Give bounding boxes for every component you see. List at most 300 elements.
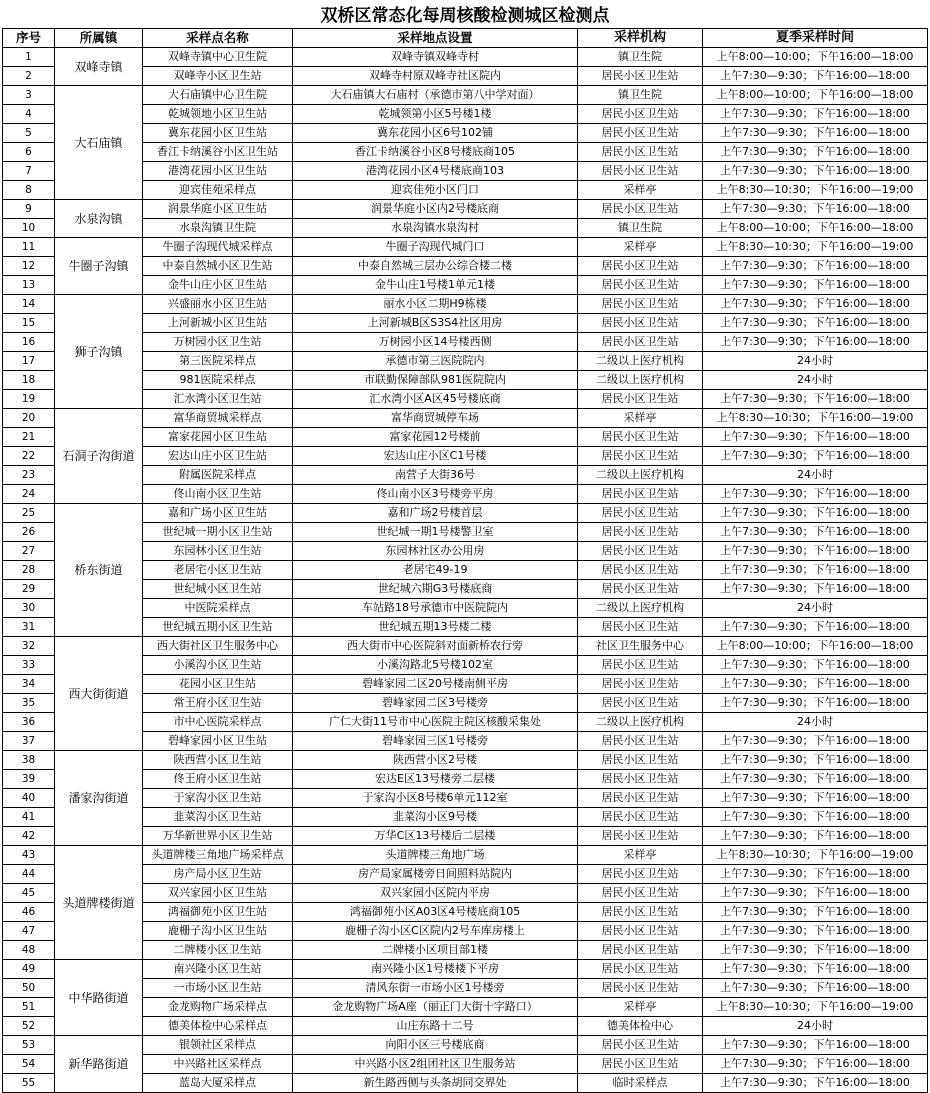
cell-site-name: 附属医院采样点 [143, 466, 293, 485]
cell-agency: 居民小区卫生站 [578, 1036, 703, 1055]
cell-site-name: 港湾花园小区卫生站 [143, 162, 293, 181]
table-row [3, 1036, 928, 1055]
cell-location: 双兴家园小区院内平房 [293, 884, 578, 903]
cell-agency: 二级以上医疗机构 [578, 466, 703, 485]
cell-index: 17 [3, 352, 55, 371]
cell-hours: 上午7:30—9:30；下午16:00—18:00 [703, 295, 928, 314]
cell-site-name: 中兴路社区采样点 [143, 1055, 293, 1074]
cell-location: 于家沟小区8号楼6单元112室 [293, 789, 578, 808]
cell-hours: 上午7:30—9:30；下午16:00—18:00 [703, 485, 928, 504]
cell-index: 16 [3, 333, 55, 352]
cell-location: 鸿福御苑小区A03区4号楼底商105 [293, 903, 578, 922]
cell-agency: 居民小区卫生站 [578, 580, 703, 599]
table-row [3, 751, 928, 770]
cell-hours: 上午8:30—10:30；下午16:00—19:00 [703, 409, 928, 428]
table-row [3, 504, 928, 523]
cell-index: 18 [3, 371, 55, 390]
cell-index: 37 [3, 732, 55, 751]
cell-index: 7 [3, 162, 55, 181]
cell-hours: 上午7:30—9:30；下午16:00—18:00 [703, 523, 928, 542]
cell-location: 东园林社区办公用房 [293, 542, 578, 561]
cell-site-name: 富家花园小区卫生站 [143, 428, 293, 447]
cell-location: 万树园小区14号楼西侧 [293, 333, 578, 352]
cell-site-name: 陕西营小区卫生站 [143, 751, 293, 770]
cell-town: 潘家沟街道 [55, 751, 143, 846]
cell-town: 头道牌楼街道 [55, 846, 143, 960]
cell-location: 头道牌楼三角地广场 [293, 846, 578, 865]
cell-site-name: 金牛山庄小区卫生站 [143, 276, 293, 295]
cell-agency: 采样亭 [578, 181, 703, 200]
cell-index: 39 [3, 770, 55, 789]
cell-index: 12 [3, 257, 55, 276]
cell-hours: 上午7:30—9:30；下午16:00—18:00 [703, 143, 928, 162]
cell-location: 广仁大街11号市中心医院主院区核酸采集处 [293, 713, 578, 732]
cell-agency: 居民小区卫生站 [578, 903, 703, 922]
cell-location: 迎宾佳苑小区门口 [293, 181, 578, 200]
cell-site-name: 西大街社区卫生服务中心 [143, 637, 293, 656]
cell-hours: 上午7:30—9:30；下午16:00—18:00 [703, 200, 928, 219]
cell-index: 9 [3, 200, 55, 219]
cell-site-name: 牛圈子沟现代城采样点 [143, 238, 293, 257]
cell-hours: 上午8:30—10:30；下午16:00—19:00 [703, 181, 928, 200]
cell-agency: 采样亭 [578, 846, 703, 865]
header-agency: 采样机构 [578, 29, 703, 48]
cell-hours: 上午8:30—10:30；下午16:00—19:00 [703, 238, 928, 257]
cell-site-name: 二牌楼小区卫生站 [143, 941, 293, 960]
cell-site-name: 冀东花园小区卫生站 [143, 124, 293, 143]
cell-site-name: 中泰自然城小区卫生站 [143, 257, 293, 276]
cell-agency: 居民小区卫生站 [578, 694, 703, 713]
cell-location: 双峰寺村原双峰寺社区院内 [293, 67, 578, 86]
cell-site-name: 嘉和广场小区卫生站 [143, 504, 293, 523]
table-row [3, 960, 928, 979]
cell-index: 26 [3, 523, 55, 542]
cell-hours: 上午8:00—10:00；下午16:00—18:00 [703, 637, 928, 656]
cell-hours: 上午7:30—9:30；下午16:00—18:00 [703, 751, 928, 770]
cell-agency: 居民小区卫生站 [578, 827, 703, 846]
cell-agency: 居民小区卫生站 [578, 618, 703, 637]
cell-hours: 上午7:30—9:30；下午16:00—18:00 [703, 827, 928, 846]
cell-site-name: 上河新城小区卫生站 [143, 314, 293, 333]
cell-hours: 上午7:30—9:30；下午16:00—18:00 [703, 162, 928, 181]
cell-location: 清风东街一市场小区1号楼旁 [293, 979, 578, 998]
cell-site-name: 世纪城五期小区卫生站 [143, 618, 293, 637]
cell-location: 老居宅49-19 [293, 561, 578, 580]
table-row [3, 238, 928, 257]
cell-index: 8 [3, 181, 55, 200]
header-summer-hours: 夏季采样时间 [703, 29, 928, 48]
cell-hours: 上午7:30—9:30；下午16:00—18:00 [703, 333, 928, 352]
cell-hours: 上午8:00—10:00；下午16:00—18:00 [703, 86, 928, 105]
cell-location: 承德市第三医院院内 [293, 352, 578, 371]
cell-location: 中兴路小区2组团社区卫生服务站 [293, 1055, 578, 1074]
cell-agency: 二级以上医疗机构 [578, 599, 703, 618]
cell-index: 34 [3, 675, 55, 694]
cell-location: 山庄东路十二号 [293, 1017, 578, 1036]
cell-location: 汇水湾小区A区45号楼底商 [293, 390, 578, 409]
cell-site-name: 佟山南小区卫生站 [143, 485, 293, 504]
cell-hours: 上午7:30—9:30；下午16:00—18:00 [703, 675, 928, 694]
cell-index: 5 [3, 124, 55, 143]
cell-location: 大石庙镇大石庙村（承德市第八中学对面） [293, 86, 578, 105]
cell-site-name: 富华商贸城采样点 [143, 409, 293, 428]
cell-hours: 24小时 [703, 352, 928, 371]
cell-site-name: 鹿栅子沟小区卫生站 [143, 922, 293, 941]
cell-site-name: 乾城领地小区卫生站 [143, 105, 293, 124]
cell-index: 15 [3, 314, 55, 333]
cell-index: 50 [3, 979, 55, 998]
cell-location: 冀东花园小区6号102铺 [293, 124, 578, 143]
header-location: 采样地点设置 [293, 29, 578, 48]
cell-hours: 上午7:30—9:30；下午16:00—18:00 [703, 390, 928, 409]
header-index: 序号 [3, 29, 55, 48]
cell-town: 大石庙镇 [55, 86, 143, 200]
cell-agency: 居民小区卫生站 [578, 675, 703, 694]
cell-hours: 24小时 [703, 1017, 928, 1036]
cell-location: 牛圈子沟现代城门口 [293, 238, 578, 257]
cell-location: 双峰寺镇双峰寺村 [293, 48, 578, 67]
cell-location: 乾城领第小区5号楼1楼 [293, 105, 578, 124]
cell-location: 房产局家属楼旁日间照料站院内 [293, 865, 578, 884]
cell-index: 19 [3, 390, 55, 409]
cell-hours: 上午7:30—9:30；下午16:00—18:00 [703, 694, 928, 713]
cell-index: 28 [3, 561, 55, 580]
cell-site-name: 宏达山庄小区卫生站 [143, 447, 293, 466]
cell-town: 新华路街道 [55, 1036, 143, 1093]
cell-town: 石洞子沟街道 [55, 409, 143, 504]
cell-site-name: 鸿福御苑小区卫生站 [143, 903, 293, 922]
testing-sites-table [2, 28, 928, 1093]
cell-site-name: 蓝岛大厦采样点 [143, 1074, 293, 1093]
cell-agency: 居民小区卫生站 [578, 979, 703, 998]
cell-site-name: 头道牌楼三角地广场采样点 [143, 846, 293, 865]
cell-agency: 居民小区卫生站 [578, 1055, 703, 1074]
cell-location: 碧峰家园二区20号楼南侧平房 [293, 675, 578, 694]
cell-index: 43 [3, 846, 55, 865]
cell-index: 31 [3, 618, 55, 637]
cell-index: 52 [3, 1017, 55, 1036]
cell-agency: 居民小区卫生站 [578, 561, 703, 580]
cell-site-name: 第三医院采样点 [143, 352, 293, 371]
header-site-name: 采样点名称 [143, 29, 293, 48]
cell-agency: 镇卫生院 [578, 219, 703, 238]
cell-agency: 居民小区卫生站 [578, 276, 703, 295]
cell-location: 鹿栅子沟小区C区院内2号车库房楼上 [293, 922, 578, 941]
cell-location: 富家花园12号楼前 [293, 428, 578, 447]
cell-agency: 居民小区卫生站 [578, 162, 703, 181]
cell-hours: 24小时 [703, 371, 928, 390]
cell-index: 38 [3, 751, 55, 770]
sheet-title: 双桥区常态化每周核酸检测城区检测点 [320, 6, 610, 26]
cell-location: 宏达E区13号楼旁二层楼 [293, 770, 578, 789]
cell-location: 南兴隆小区1号楼楼下平房 [293, 960, 578, 979]
cell-hours: 上午7:30—9:30；下午16:00—18:00 [703, 428, 928, 447]
cell-agency: 居民小区卫生站 [578, 770, 703, 789]
cell-site-name: 世纪城一期小区卫生站 [143, 523, 293, 542]
cell-index: 20 [3, 409, 55, 428]
cell-index: 55 [3, 1074, 55, 1093]
cell-agency: 居民小区卫生站 [578, 428, 703, 447]
cell-hours: 上午7:30—9:30；下午16:00—18:00 [703, 542, 928, 561]
cell-location: 世纪城六期G3号楼底商 [293, 580, 578, 599]
table-row [3, 86, 928, 105]
cell-location: 车站路18号承德市中医院院内 [293, 599, 578, 618]
cell-site-name: 香江卡纳溪谷小区卫生站 [143, 143, 293, 162]
cell-location: 香江卡纳溪谷小区8号楼底商105 [293, 143, 578, 162]
cell-town: 水泉沟镇 [55, 200, 143, 238]
cell-agency: 居民小区卫生站 [578, 124, 703, 143]
cell-index: 46 [3, 903, 55, 922]
cell-index: 30 [3, 599, 55, 618]
cell-hours: 上午7:30—9:30；下午16:00—18:00 [703, 1055, 928, 1074]
cell-site-name: 世纪城小区卫生站 [143, 580, 293, 599]
cell-site-name: 万树园小区卫生站 [143, 333, 293, 352]
cell-index: 49 [3, 960, 55, 979]
cell-agency: 二级以上医疗机构 [578, 371, 703, 390]
cell-index: 44 [3, 865, 55, 884]
cell-index: 23 [3, 466, 55, 485]
cell-index: 41 [3, 808, 55, 827]
cell-index: 6 [3, 143, 55, 162]
cell-hours: 上午7:30—9:30；下午16:00—18:00 [703, 618, 928, 637]
cell-site-name: 碧峰家园小区卫生站 [143, 732, 293, 751]
cell-agency: 居民小区卫生站 [578, 314, 703, 333]
cell-hours: 上午8:00—10:00；下午16:00—18:00 [703, 48, 928, 67]
cell-hours: 上午7:30—9:30；下午16:00—18:00 [703, 789, 928, 808]
cell-site-name: 中医院采样点 [143, 599, 293, 618]
cell-hours: 上午7:30—9:30；下午16:00—18:00 [703, 1036, 928, 1055]
table-row [3, 846, 928, 865]
cell-agency: 德美体检中心 [578, 1017, 703, 1036]
cell-agency: 临时采样点 [578, 1074, 703, 1093]
cell-town: 双峰寺镇 [55, 48, 143, 86]
cell-location: 小溪沟路北5号楼102室 [293, 656, 578, 675]
cell-site-name: 常王府小区卫生站 [143, 694, 293, 713]
cell-location: 碧峰家园三区1号楼旁 [293, 732, 578, 751]
cell-site-name: 润景华庭小区卫生站 [143, 200, 293, 219]
cell-site-name: 韭菜沟小区卫生站 [143, 808, 293, 827]
cell-site-name: 于家沟小区卫生站 [143, 789, 293, 808]
cell-agency: 居民小区卫生站 [578, 732, 703, 751]
cell-index: 3 [3, 86, 55, 105]
cell-index: 27 [3, 542, 55, 561]
cell-hours: 上午8:30—10:30；下午16:00—19:00 [703, 846, 928, 865]
table-row [3, 637, 928, 656]
cell-hours: 上午7:30—9:30；下午16:00—18:00 [703, 105, 928, 124]
table-row [3, 409, 928, 428]
cell-index: 25 [3, 504, 55, 523]
cell-agency: 居民小区卫生站 [578, 67, 703, 86]
cell-index: 54 [3, 1055, 55, 1074]
cell-site-name: 小溪沟小区卫生站 [143, 656, 293, 675]
cell-site-name: 981医院采样点 [143, 371, 293, 390]
cell-agency: 居民小区卫生站 [578, 789, 703, 808]
cell-site-name: 房产局小区卫生站 [143, 865, 293, 884]
cell-site-name: 汇水湾小区卫生站 [143, 390, 293, 409]
cell-site-name: 佟王府小区卫生站 [143, 770, 293, 789]
cell-agency: 采样亭 [578, 238, 703, 257]
cell-location: 宏达山庄小区C1号楼 [293, 447, 578, 466]
cell-location: 富华商贸城停车场 [293, 409, 578, 428]
cell-hours: 24小时 [703, 599, 928, 618]
header-town: 所属镇 [55, 29, 143, 48]
cell-location: 水泉沟镇水泉沟村 [293, 219, 578, 238]
cell-town: 西大街街道 [55, 637, 143, 751]
cell-hours: 上午7:30—9:30；下午16:00—18:00 [703, 447, 928, 466]
cell-index: 29 [3, 580, 55, 599]
cell-agency: 居民小区卫生站 [578, 922, 703, 941]
cell-agency: 居民小区卫生站 [578, 808, 703, 827]
cell-agency: 居民小区卫生站 [578, 390, 703, 409]
cell-index: 53 [3, 1036, 55, 1055]
cell-location: 陕西营小区2号楼 [293, 751, 578, 770]
cell-hours: 上午7:30—9:30；下午16:00—18:00 [703, 67, 928, 86]
cell-location: 润景华庭小区内2号楼底商 [293, 200, 578, 219]
cell-index: 36 [3, 713, 55, 732]
table-row [3, 200, 928, 219]
cell-index: 11 [3, 238, 55, 257]
cell-index: 35 [3, 694, 55, 713]
cell-hours: 上午7:30—9:30；下午16:00—18:00 [703, 1074, 928, 1093]
cell-location: 金牛山庄1号楼1单元1楼 [293, 276, 578, 295]
cell-location: 嘉和广场2号楼首层 [293, 504, 578, 523]
cell-site-name: 南兴隆小区卫生站 [143, 960, 293, 979]
cell-site-name: 大石庙镇中心卫生院 [143, 86, 293, 105]
cell-agency: 居民小区卫生站 [578, 143, 703, 162]
cell-hours: 上午7:30—9:30；下午16:00—18:00 [703, 960, 928, 979]
cell-agency: 居民小区卫生站 [578, 542, 703, 561]
cell-agency: 采样亭 [578, 998, 703, 1017]
cell-agency: 居民小区卫生站 [578, 960, 703, 979]
cell-hours: 上午8:30—10:30；下午16:00—19:00 [703, 998, 928, 1017]
cell-agency: 居民小区卫生站 [578, 884, 703, 903]
cell-site-name: 花园小区卫生站 [143, 675, 293, 694]
cell-location: 佟山南小区3号楼旁平房 [293, 485, 578, 504]
cell-site-name: 迎宾佳苑采样点 [143, 181, 293, 200]
cell-agency: 镇卫生院 [578, 48, 703, 67]
cell-agency: 居民小区卫生站 [578, 523, 703, 542]
cell-index: 32 [3, 637, 55, 656]
cell-agency: 居民小区卫生站 [578, 105, 703, 124]
cell-location: 韭菜沟小区9号楼 [293, 808, 578, 827]
table-row [3, 295, 928, 314]
cell-hours: 上午7:30—9:30；下午16:00—18:00 [703, 580, 928, 599]
cell-index: 1 [3, 48, 55, 67]
cell-site-name: 银领社区采样点 [143, 1036, 293, 1055]
cell-agency: 居民小区卫生站 [578, 447, 703, 466]
cell-location: 万华C区13号楼后二层楼 [293, 827, 578, 846]
cell-hours: 上午7:30—9:30；下午16:00—18:00 [703, 979, 928, 998]
cell-site-name: 双峰寺小区卫生站 [143, 67, 293, 86]
cell-site-name: 万华新世界小区卫生站 [143, 827, 293, 846]
cell-location: 碧峰家园二区3号楼旁 [293, 694, 578, 713]
cell-location: 港湾花园小区4号楼底商103 [293, 162, 578, 181]
cell-index: 48 [3, 941, 55, 960]
cell-site-name: 双峰寺镇中心卫生院 [143, 48, 293, 67]
cell-hours: 上午7:30—9:30；下午16:00—18:00 [703, 732, 928, 751]
cell-index: 10 [3, 219, 55, 238]
cell-site-name: 一市场小区卫生站 [143, 979, 293, 998]
cell-location: 世纪城一期1号楼警卫室 [293, 523, 578, 542]
cell-agency: 居民小区卫生站 [578, 257, 703, 276]
cell-agency: 镇卫生院 [578, 86, 703, 105]
cell-hours: 24小时 [703, 713, 928, 732]
cell-index: 14 [3, 295, 55, 314]
cell-agency: 居民小区卫生站 [578, 865, 703, 884]
cell-location: 市联勤保障部队981医院院内 [293, 371, 578, 390]
cell-agency: 二级以上医疗机构 [578, 713, 703, 732]
cell-index: 40 [3, 789, 55, 808]
cell-hours: 上午7:30—9:30；下午16:00—18:00 [703, 770, 928, 789]
cell-index: 33 [3, 656, 55, 675]
cell-hours: 上午7:30—9:30；下午16:00—18:00 [703, 276, 928, 295]
cell-agency: 居民小区卫生站 [578, 485, 703, 504]
cell-location: 金龙购物广场A座（丽正门大街十字路口） [293, 998, 578, 1017]
cell-location: 中泰自然城三层办公综合楼二楼 [293, 257, 578, 276]
cell-location: 丽水小区二期H9栋楼 [293, 295, 578, 314]
cell-location: 新生路西侧与头条胡同交界处 [293, 1074, 578, 1093]
cell-agency: 居民小区卫生站 [578, 941, 703, 960]
cell-hours: 24小时 [703, 466, 928, 485]
cell-location: 世纪城五期13号楼二楼 [293, 618, 578, 637]
cell-agency: 居民小区卫生站 [578, 200, 703, 219]
cell-hours: 上午7:30—9:30；下午16:00—18:00 [703, 124, 928, 143]
cell-hours: 上午7:30—9:30；下午16:00—18:00 [703, 865, 928, 884]
cell-site-name: 兴盛丽水小区卫生站 [143, 295, 293, 314]
cell-hours: 上午7:30—9:30；下午16:00—18:00 [703, 941, 928, 960]
cell-agency: 居民小区卫生站 [578, 751, 703, 770]
cell-town: 桥东街道 [55, 504, 143, 637]
cell-town: 狮子沟镇 [55, 295, 143, 409]
cell-index: 24 [3, 485, 55, 504]
cell-agency: 居民小区卫生站 [578, 333, 703, 352]
cell-index: 2 [3, 67, 55, 86]
cell-site-name: 老居宅小区卫生站 [143, 561, 293, 580]
cell-site-name: 东园林小区卫生站 [143, 542, 293, 561]
cell-index: 21 [3, 428, 55, 447]
cell-site-name: 金龙购物广场采样点 [143, 998, 293, 1017]
cell-hours: 上午7:30—9:30；下午16:00—18:00 [703, 884, 928, 903]
cell-hours: 上午7:30—9:30；下午16:00—18:00 [703, 257, 928, 276]
cell-location: 二牌楼小区项目部1楼 [293, 941, 578, 960]
cell-town: 牛圈子沟镇 [55, 238, 143, 295]
cell-site-name: 双兴家园小区卫生站 [143, 884, 293, 903]
cell-index: 45 [3, 884, 55, 903]
cell-index: 13 [3, 276, 55, 295]
cell-index: 42 [3, 827, 55, 846]
cell-hours: 上午7:30—9:30；下午16:00—18:00 [703, 903, 928, 922]
cell-index: 4 [3, 105, 55, 124]
cell-location: 向阳小区三号楼底商 [293, 1036, 578, 1055]
header-row [3, 29, 928, 48]
cell-town: 中华路街道 [55, 960, 143, 1036]
cell-site-name: 水泉沟镇卫生院 [143, 219, 293, 238]
cell-hours: 上午7:30—9:30；下午16:00—18:00 [703, 656, 928, 675]
cell-index: 22 [3, 447, 55, 466]
cell-hours: 上午7:30—9:30；下午16:00—18:00 [703, 561, 928, 580]
cell-hours: 上午7:30—9:30；下午16:00—18:00 [703, 922, 928, 941]
cell-site-name: 市中心医院采样点 [143, 713, 293, 732]
cell-location: 南营子大街36号 [293, 466, 578, 485]
cell-hours: 上午7:30—9:30；下午16:00—18:00 [703, 314, 928, 333]
cell-index: 51 [3, 998, 55, 1017]
cell-site-name: 德美体检中心采样点 [143, 1017, 293, 1036]
cell-location: 上河新城B区S3S4社区用房 [293, 314, 578, 333]
cell-agency: 居民小区卫生站 [578, 656, 703, 675]
cell-index: 47 [3, 922, 55, 941]
cell-agency: 社区卫生服务中心 [578, 637, 703, 656]
table-row [3, 48, 928, 67]
